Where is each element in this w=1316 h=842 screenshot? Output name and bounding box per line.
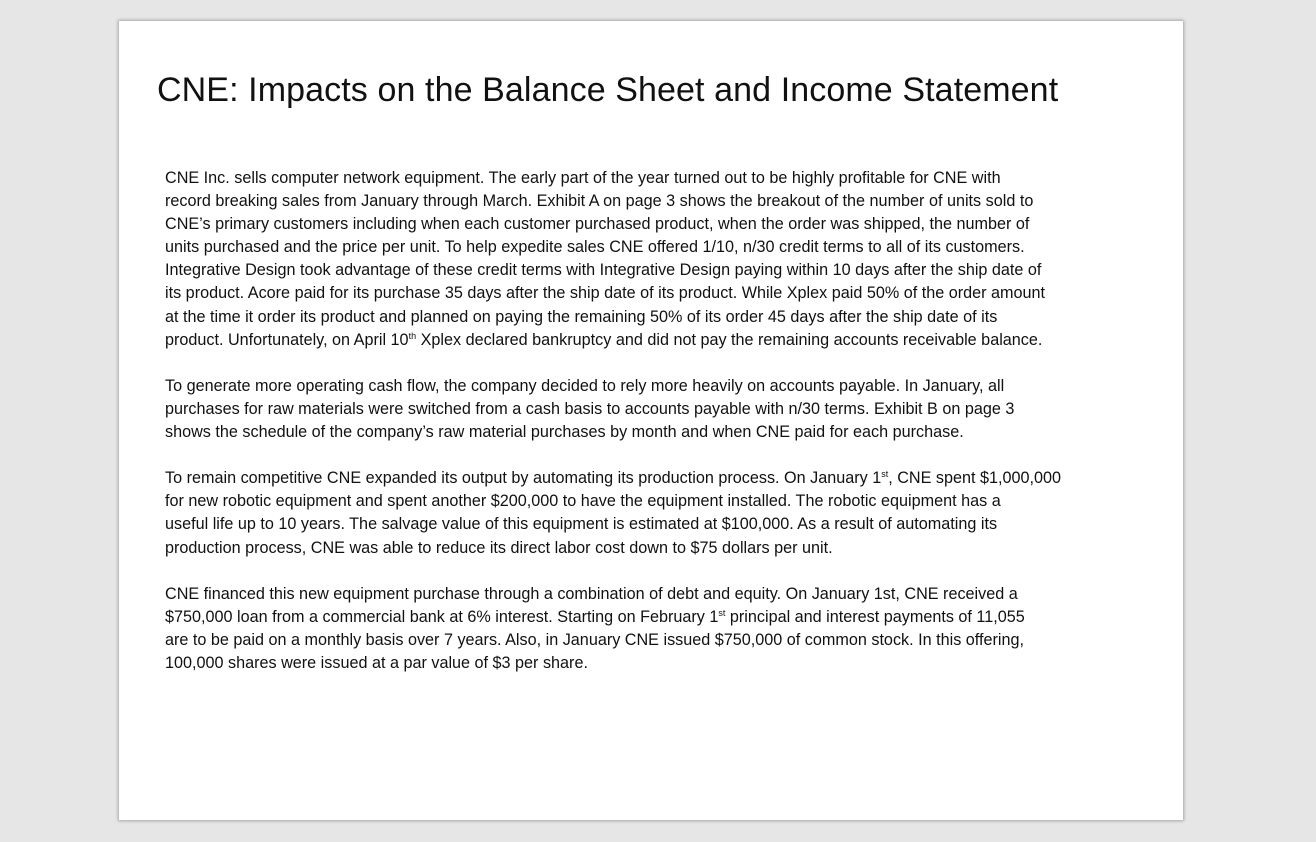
text-line: its product. Acore paid for its purchase 35 days after the ship date of its product. While Xplex paid 50% of the order amount bbox=[165, 284, 1046, 303]
document-body bbox=[165, 167, 1145, 675]
text-line bbox=[165, 329, 1145, 352]
paragraph-automation bbox=[165, 467, 1145, 559]
text-segment: To remain competitive CNE expanded its output by automating its production process. On January 1 bbox=[165, 469, 882, 488]
paragraph-spacer bbox=[165, 560, 1145, 583]
superscript: st bbox=[718, 607, 726, 618]
text-segment: Xplex declared bankruptcy and did not pay the remaining accounts receivable balance. bbox=[416, 330, 1043, 349]
text-line: CNE Inc. sells computer network equipment. The early part of the year turned out to be highly profitable for CNE with bbox=[165, 169, 1001, 187]
text-line bbox=[165, 467, 1145, 490]
text-line: at the time it order its product and planned on paying the remaining 50% of its order 45 days after the ship date of its bbox=[165, 307, 998, 326]
text-line: purchases for raw materials were switched from a cash basis to accounts payable with n/30 terms. Exhibit B on page 3 bbox=[165, 399, 1015, 418]
text-segment: $750,000 loan from a commercial bank at 6% interest. Starting on February 1 bbox=[165, 607, 719, 626]
paragraph-spacer bbox=[165, 444, 1145, 467]
text-segment: principal and interest payments of 11,055 bbox=[725, 607, 1025, 626]
text-line: production process, CNE was able to reduce its direct labor cost down to $75 dollars per unit. bbox=[165, 538, 833, 557]
text-line: Integrative Design took advantage of these credit terms with Integrative Design paying within 10 days after the ship date of bbox=[165, 261, 1042, 280]
text-line: useful life up to 10 years. The salvage value of this equipment is estimated at $100,000. As a result of automating its bbox=[165, 515, 998, 534]
superscript: st bbox=[881, 469, 889, 480]
text-line: shows the schedule of the company’s raw material purchases by month and when CNE paid for each purchase. bbox=[165, 423, 964, 442]
text-line bbox=[165, 606, 1145, 629]
text-line: record breaking sales from January through March. Exhibit A on page 3 shows the breakout of the number of units sold to bbox=[165, 192, 1034, 211]
text-segment: , CNE spent $1,000,000 bbox=[888, 469, 1062, 488]
paragraph-spacer bbox=[165, 352, 1145, 375]
text-line: 100,000 shares were issued at a par value of $3 per share. bbox=[165, 653, 588, 672]
text-line: To generate more operating cash flow, the company decided to rely more heavily on accounts payable. In January, all bbox=[165, 376, 1005, 395]
paragraph-financing bbox=[165, 583, 1145, 675]
page-title: CNE: Impacts on the Balance Sheet and Income Statement bbox=[157, 71, 1059, 109]
text-line: CNE financed this new equipment purchase through a combination of debt and equity. On January 1st, CNE received a bbox=[165, 584, 1018, 603]
document-page bbox=[119, 21, 1183, 820]
text-line: for new robotic equipment and spent another $200,000 to have the equipment installed. The robotic equipment has a bbox=[165, 492, 1001, 511]
text-line: CNE’s primary customers including when each customer purchased product, when the order was shipped, the number of bbox=[165, 215, 1030, 234]
text-segment: product. Unfortunately, on April 10 bbox=[165, 330, 409, 349]
text-line: units purchased and the price per unit. To help expedite sales CNE offered 1/10, n/30 credit terms to all of its customers. bbox=[165, 238, 1025, 257]
superscript: th bbox=[408, 330, 417, 341]
paragraph-payables bbox=[165, 375, 1145, 444]
paragraph-sales bbox=[165, 167, 1145, 352]
text-line: are to be paid on a monthly basis over 7 years. Also, in January CNE issued $750,000 of common stock. In this offering, bbox=[165, 630, 1025, 649]
